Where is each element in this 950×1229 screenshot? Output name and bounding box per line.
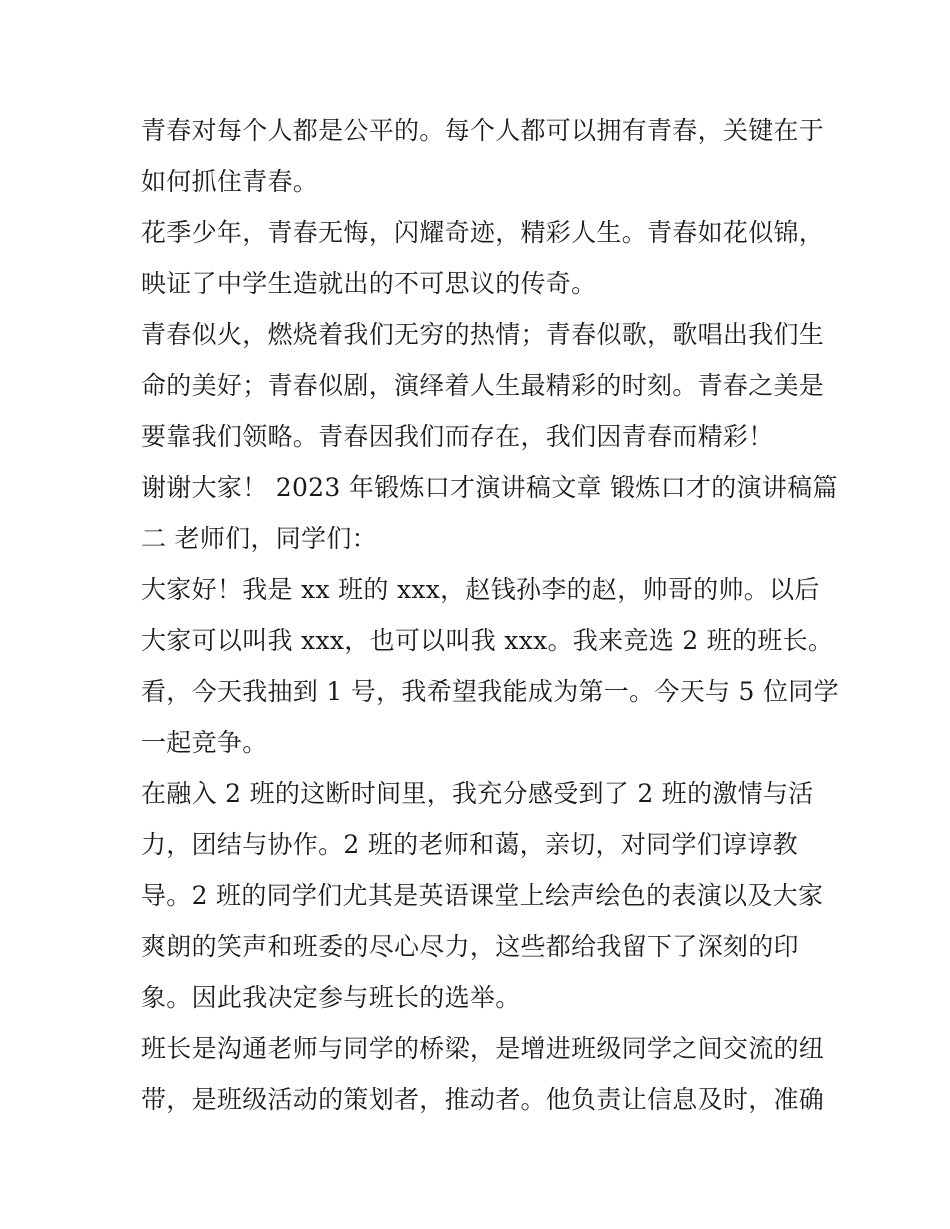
text-line: 导。2 班的同学们尤其是英语课堂上绘声绘色的表演以及大家 bbox=[141, 881, 824, 910]
text-line: 映证了中学生造就出的不可思议的传奇。 bbox=[141, 269, 597, 298]
text-line: 谢谢大家！ 2023 年锻炼口才演讲稿文章 锻炼口才的演讲稿篇 bbox=[141, 473, 838, 502]
text-line: 带，是班级活动的策划者，推动者。他负责让信息及时，准确 bbox=[141, 1085, 825, 1114]
text-line: 二 老师们，同学们： bbox=[141, 524, 377, 553]
text-line: 命的美好；青春似剧，演绎着人生最精彩的时刻。青春之美是 bbox=[141, 371, 825, 400]
text-line: 如何抓住青春。 bbox=[141, 167, 319, 196]
text-line: 象。因此我决定参与班长的选举。 bbox=[141, 983, 521, 1012]
text-line: 班长是沟通老师与同学的桥梁，是增进班级同学之间交流的纽 bbox=[141, 1034, 825, 1063]
text-line: 爽朗的笑声和班委的尽心尽力，这些都给我留下了深刻的印 bbox=[141, 932, 799, 961]
text-line: 青春似火，燃烧着我们无穷的热情；青春似歌，歌唱出我们生 bbox=[141, 320, 825, 349]
text-line: 青春对每个人都是公平的。每个人都可以拥有青春，关键在于 bbox=[141, 116, 825, 145]
text-line: 要靠我们领略。青春因我们而存在，我们因青春而精彩！ bbox=[141, 422, 774, 451]
text-line: 大家好！我是 xx 班的 xxx，赵钱孙李的赵，帅哥的帅。以后 bbox=[141, 575, 820, 604]
text-line: 在融入 2 班的这断时间里，我充分感受到了 2 班的激情与活 bbox=[141, 779, 814, 808]
text-line: 力，团结与协作。2 班的老师和蔼，亲切，对同学们谆谆教 bbox=[141, 830, 798, 859]
text-line: 一起竞争。 bbox=[141, 728, 268, 757]
text-line: 花季少年，青春无悔，闪耀奇迹，精彩人生。青春如花似锦， bbox=[141, 218, 825, 247]
text-line: 大家可以叫我 xxx，也可以叫我 xxx。我来竞选 2 班的班长。 bbox=[141, 626, 834, 655]
text-line: 看，今天我抽到 1 号，我希望我能成为第一。今天与 5 位同学 bbox=[141, 677, 839, 706]
document-body bbox=[141, 105, 839, 1125]
